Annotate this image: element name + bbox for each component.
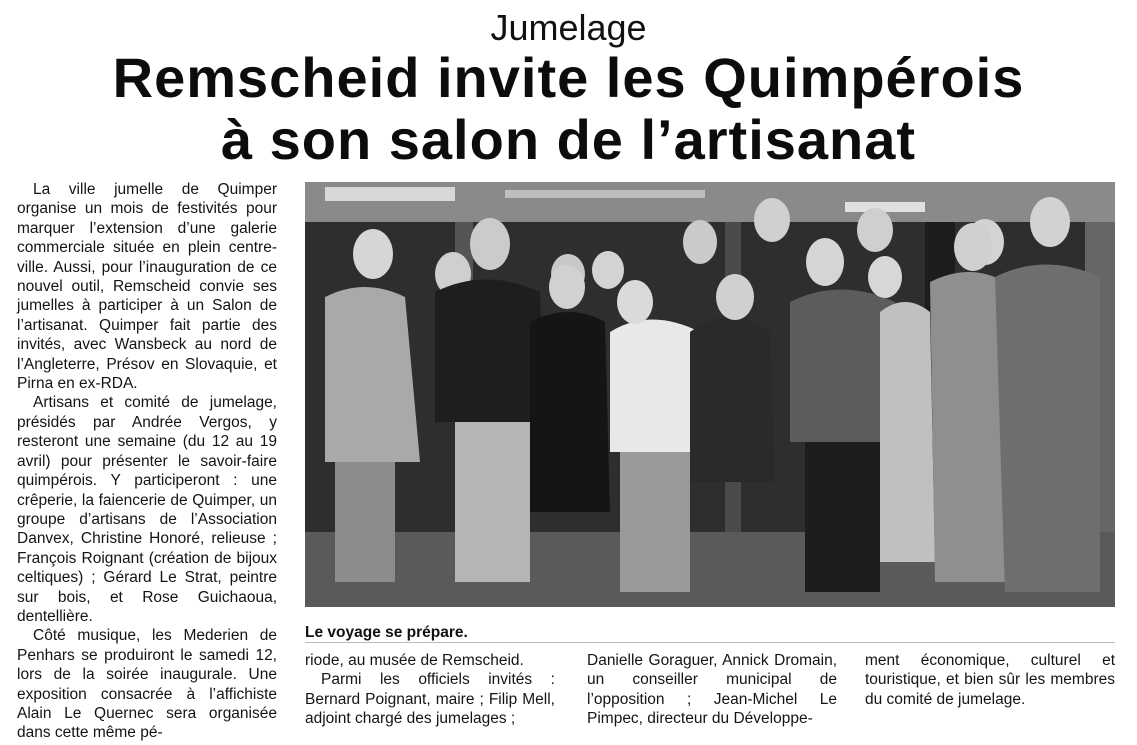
paragraph-officials-end: ment économique, culturel et touristique, et bien sûr les membres du comité de jumelage. xyxy=(865,652,1115,708)
paragraph-music: Côté musique, les Mederien de Penhars se produiront le samedi 12, lors de la soirée inaugurale. Une exposition consacrée à l’affichiste Alain Le Quernec sera organisée dans cette même pé- xyxy=(17,627,277,742)
group-photo-illustration xyxy=(305,182,1115,607)
paragraph-officials: Parmi les officiels invités : Bernard Poignant, maire ; Filip Mell, adjoint chargé des jumelages ; xyxy=(305,671,555,728)
caption-divider xyxy=(305,642,1115,643)
headline-line-2: à son salon de l’artisanat xyxy=(220,108,917,171)
headline-line-1: Remscheid invite les Quimpérois xyxy=(112,46,1025,109)
paragraph-intro: La ville jumelle de Quimper organise un mois de festivités pour marquer l’extension d’une galerie commerciale située en plein centre-ville. Aussi, pour l’inauguration de ce nouvel outil, Remscheid convie ses jumelles à participer à un Salon de l’artisanat. Quimper fait partie des invités, avec Wansbeck au nord de l’Angleterre, Présov en Slovaquie, et Pirna en ex-RDA. xyxy=(17,181,277,393)
text-column-4 xyxy=(865,651,1115,709)
paragraph-artisans: Artisans et comité de jumelage, présidés par Andrée Vergos, y resteront une semaine (du 12 au 19 avril) pour présenter le savoir-faire quimpérois. Y participeront : une crêperie, la faiencerie de Quimper, un groupe d’artisans de l’Association Danvex, Christine Honoré, relieuse ; François Roignant (création de bijoux celtiques) ; Gérard Le Strat, peintre sur bois, et Rose Guichaoua, dentellière. xyxy=(17,394,277,625)
text-column-3 xyxy=(587,651,837,729)
paragraph-officials-cont: Danielle Goraguer, Annick Dromain, un conseiller municipal de l’opposition ; Jean-Michel Le Pimpec, directeur du Développe- xyxy=(587,652,837,728)
text-column-2 xyxy=(305,651,555,729)
photo-caption: Le voyage se prépare. xyxy=(305,624,468,641)
group-photo xyxy=(305,182,1115,607)
article-kicker: Jumelage xyxy=(490,7,647,48)
text-column-1 xyxy=(17,180,277,743)
paragraph-continuation: riode, au musée de Remscheid. xyxy=(305,652,524,669)
